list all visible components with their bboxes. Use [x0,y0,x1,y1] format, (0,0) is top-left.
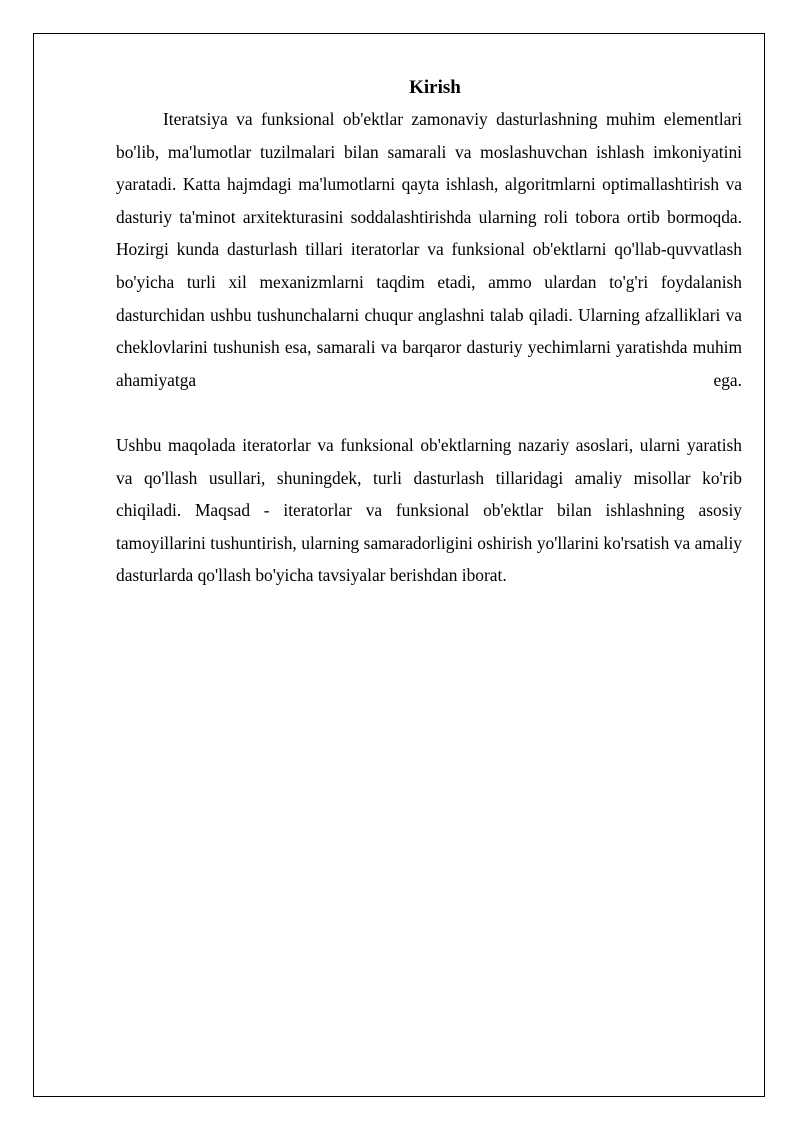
paragraph-purpose: Ushbu maqolada iteratorlar va funksional ob'ektlarning nazariy asoslari, ularni yaratish va qo'llash usullari, shuningdek, turli dasturlash tillaridagi amaliy misollar ko'rib chiqiladi. Maqsad - iteratorlar va funksional ob'ektlar bilan ishlashning asosiy tamoyillarini tushuntirish, ularning samaradorligini oshirish yo'llarini ko'rsatish va amaliy dasturlarda qo'llash bo'yicha tavsiyalar berishdan iborat. [116,434,742,586]
document-body [116,74,742,592]
document-title: Kirish [409,77,461,98]
paragraph-intro: Iteratsiya va funksional ob'ektlar zamonaviy dasturlashning muhim elementlari bo'lib, ma'lumotlar tuzilmalari bilan samarali va moslashuvchan ishlash imkoniyatini yaratadi. Katta hajmdagi ma'lumotlarni qayta ishlash, algoritmlarni optimallashtirish va dasturiy ta'minot arxitekturasini soddalashtirishda ularning roli tobora ortib bormoqda. Hozirgi kunda dasturlash tillari iteratorlar va funksional ob'ektlarni qo'llab-quvvatlash bo'yicha turli xil mexanizmlarni taqdim etadi, ammo ulardan to'g'ri foydalanish dasturchidan ushbu tushunchalarni chuqur anglashni talab qiladi. Ularning afzalliklari va cheklovlarini tushunish esa, samarali va barqaror dasturiy yechimlarni yaratishda muhim ahamiyatga ega. [116,109,742,390]
